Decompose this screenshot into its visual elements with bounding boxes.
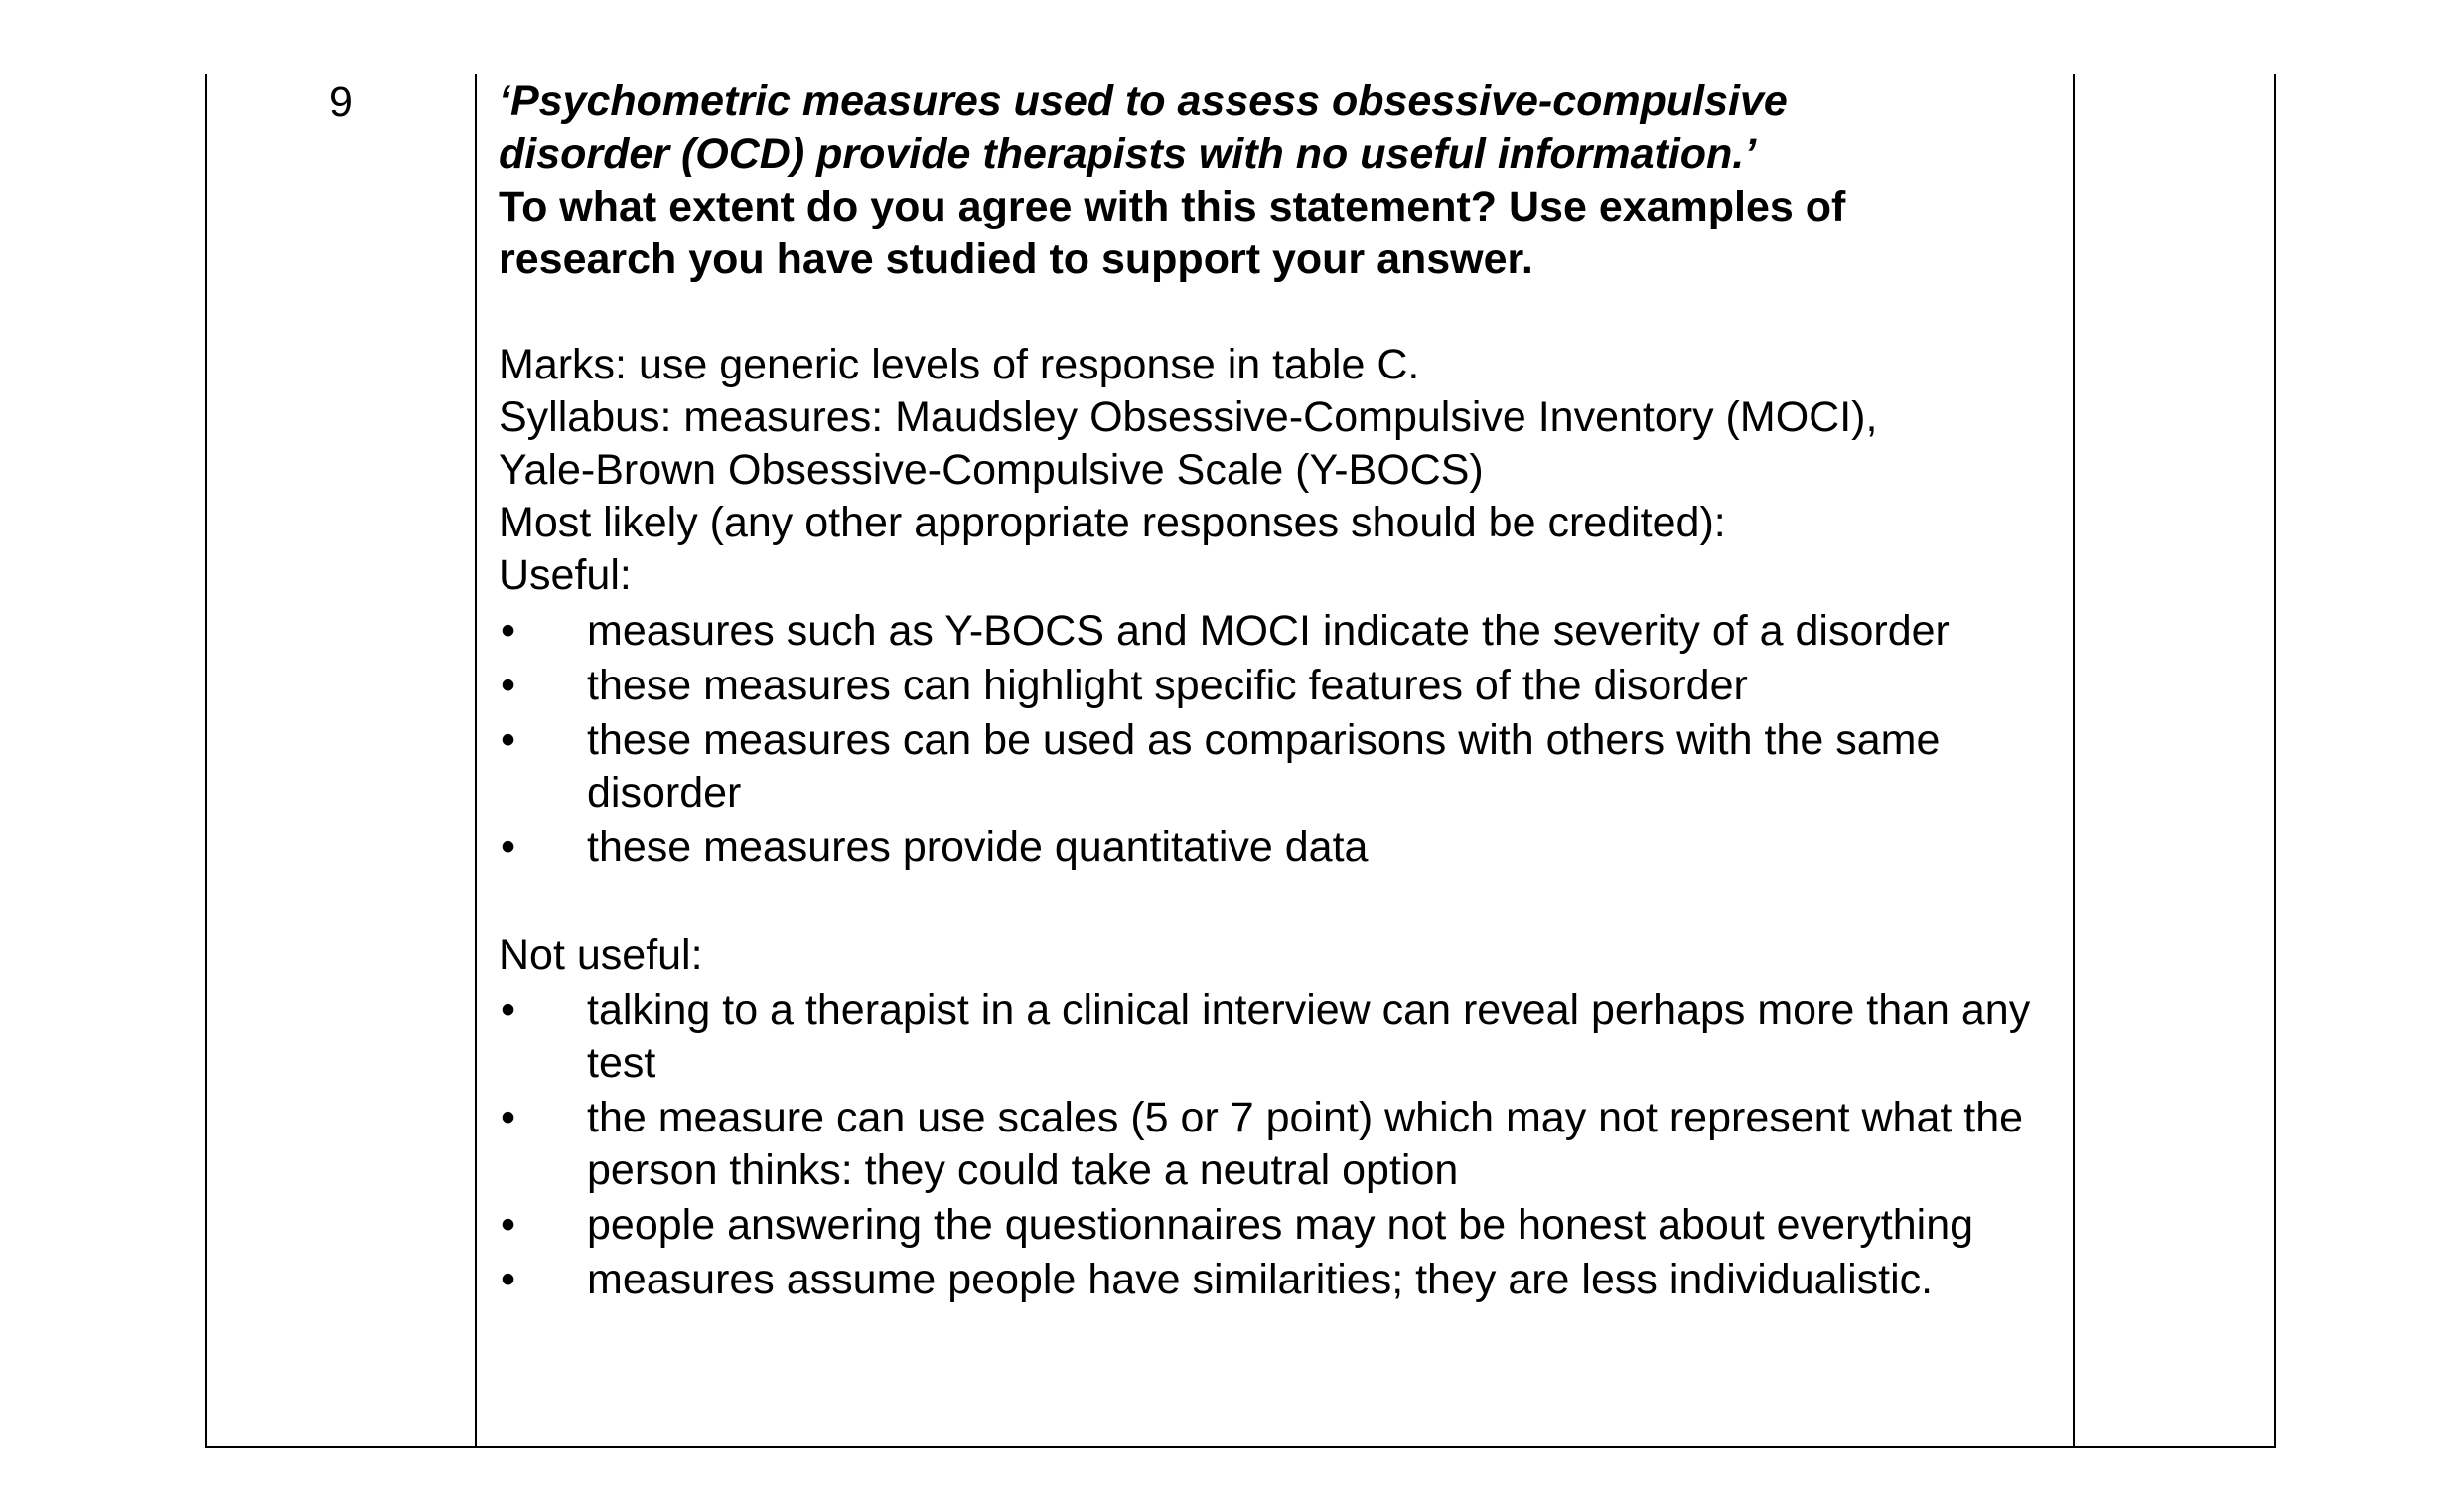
list-item-text: the measure can use scales (5 or 7 point) which may not represent what the person thinks: they could take a neutral option (587, 1094, 2024, 1194)
bullet-icon: • (501, 607, 516, 655)
list-item (499, 660, 2053, 712)
list-item-text: measures assume people have similarities; they are less individualistic. (587, 1256, 1934, 1303)
list-item (499, 822, 2053, 874)
syllabus-note (499, 391, 2053, 497)
spacer (499, 876, 2053, 929)
question-number: 9 (329, 78, 353, 126)
question-statement (499, 75, 2053, 181)
list-item-text: talking to a therapist in a clinical interview can reveal perhaps more than any test (587, 986, 2031, 1087)
statement-line: ‘Psychometric measures used to assess obsessive-compulsive (499, 77, 1788, 125)
spacer (499, 286, 2053, 339)
most-likely-note: Most likely (any other appropriate responses should be credited): (499, 499, 1726, 546)
marks-cell (2073, 74, 2278, 1446)
not-useful-list (499, 984, 2053, 1306)
useful-heading: Useful: (499, 551, 632, 599)
list-item-text: these measures can highlight specific features of the disorder (587, 662, 1748, 709)
task-line: research you have studied to support your answer. (499, 235, 1533, 283)
bullet-icon: • (501, 986, 516, 1034)
list-item (499, 1199, 2053, 1252)
bullet-icon: • (501, 1256, 516, 1303)
bullet-icon: • (501, 662, 516, 709)
answer-cell (475, 74, 2073, 1446)
marks-guidance: Marks: use generic levels of response in table C. (499, 341, 1420, 388)
list-item (499, 605, 2053, 658)
bullet-icon: • (501, 1201, 516, 1249)
list-item (499, 714, 2053, 820)
list-item-text: these measures can be used as comparisons with others with the same disorder (587, 716, 1941, 817)
list-item (499, 1254, 2053, 1306)
not-useful-heading: Not useful: (499, 931, 703, 979)
list-item (499, 1092, 2053, 1197)
question-number-cell (207, 74, 475, 1446)
bullet-icon: • (501, 1094, 516, 1141)
bullet-icon: • (501, 824, 516, 871)
list-item (499, 984, 2053, 1090)
mark-scheme-table (205, 74, 2276, 1448)
useful-list (499, 605, 2053, 874)
list-item-text: people answering the questionnaires may not be honest about everything (587, 1201, 1974, 1249)
list-item-text: measures such as Y-BOCS and MOCI indicate the severity of a disorder (587, 607, 1950, 655)
statement-line: disorder (OCD) provide therapists with no useful information.’ (499, 130, 1757, 178)
task-line: To what extent do you agree with this statement? Use examples of (499, 183, 1846, 230)
list-item-text: these measures provide quantitative data (587, 824, 1369, 871)
question-task (499, 181, 2053, 286)
syllabus-line: Syllabus: measures: Maudsley Obsessive-Compulsive Inventory (MOCI), (499, 393, 1878, 441)
bullet-icon: • (501, 716, 516, 764)
syllabus-line: Yale-Brown Obsessive-Compulsive Scale (Y-BOCS) (499, 446, 1484, 494)
